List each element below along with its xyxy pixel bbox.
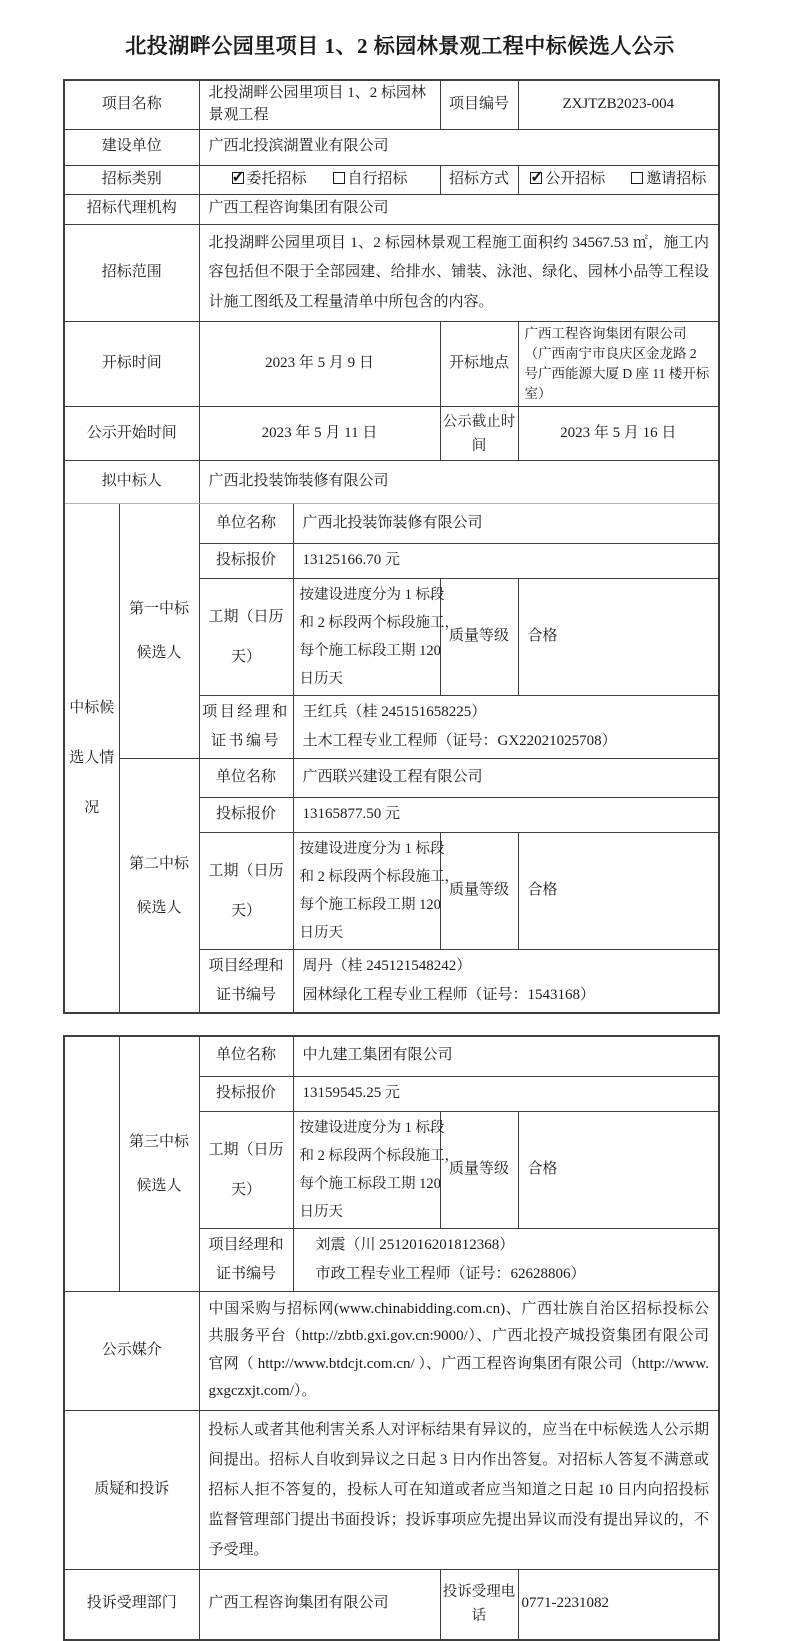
scope-value: 北投湖畔公园里项目 1、2 标园林景观工程施工面积约 34567.53 ㎡，施工内容包括但不限于全部园建、给排水、铺装、泳池、绿化、园林小品等工程设计施工图纸及工程量清单中所包含的内容。 [199, 224, 719, 322]
row-objection [64, 1410, 719, 1569]
row-bid-category [64, 165, 719, 194]
row-open-time [64, 322, 719, 407]
candidate1-duration-value: 按建设进度分为 1 标段 和 2 标段两个标段施工， 每个施工标段工期 120 日历天 [293, 579, 440, 696]
quality-label: 质量等级 [440, 579, 518, 696]
option-delegated-bidding [232, 171, 307, 187]
candidate2-price-value: 13165877.50 元 [293, 798, 719, 833]
bid-category-options [199, 165, 440, 194]
candidate2-rank-label: 第二中标 候选人 [119, 759, 199, 1014]
candidate3-manager-value: 刘震（川 2512016201812368） 市政工程专业工程师（证号：62628806） [293, 1228, 719, 1291]
row-candidate2-company [64, 759, 719, 798]
option-open-bidding [530, 171, 605, 187]
candidates-section-spacer [64, 1036, 119, 1291]
duration-label: 工期（日历 天） [199, 579, 293, 696]
row-proposed-winner [64, 461, 719, 504]
option-invited-bidding [631, 171, 706, 187]
manager-label: 项目经理和 证书编号 [199, 696, 293, 759]
duration-label: 工期（日历 天） [199, 833, 293, 950]
complaint-dept-value: 广西工程咨询集团有限公司 [199, 1569, 440, 1640]
row-project-name [64, 80, 719, 129]
option-label: 自行招标 [347, 170, 408, 187]
objection-label: 质疑和投诉 [64, 1410, 199, 1569]
announcement-table-1 [63, 79, 720, 1014]
row-candidate1-company [64, 504, 719, 544]
row-agency [64, 194, 719, 224]
option-label: 邀请招标 [646, 170, 707, 187]
option-label: 委托招标 [246, 170, 307, 187]
quality-label: 质量等级 [440, 1111, 518, 1228]
row-publicity [64, 407, 719, 461]
candidate2-company-value: 广西联兴建设工程有限公司 [293, 759, 719, 798]
manager-label: 项目经理和 证书编号 [199, 1228, 293, 1291]
company-label: 单位名称 [199, 504, 293, 544]
candidate1-manager-value: 王红兵（桂 245151658225） 土木工程专业工程师（证号：GX22021025708） [293, 696, 719, 759]
candidate2-manager-value: 周丹（桂 245121548242） 园林绿化工程专业工程师（证号：1543168） [293, 950, 719, 1014]
row-scope [64, 224, 719, 322]
publicity-start-value: 2023 年 5 月 11 日 [199, 407, 440, 461]
publicity-end-value: 2023 年 5 月 16 日 [518, 407, 719, 461]
project-name-value: 北投湖畔公园里项目 1、2 标园林景观工程 [199, 80, 440, 129]
duration-label: 工期（日历 天） [199, 1111, 293, 1228]
price-label: 投标报价 [199, 798, 293, 833]
manager-label: 项目经理和 证书编号 [199, 950, 293, 1014]
candidates-section-label: 中标候 选人情 况 [64, 504, 119, 1014]
candidate1-rank-label: 第一中标 候选人 [119, 504, 199, 759]
candidate1-price-value: 13125166.70 元 [293, 544, 719, 579]
agency-label: 招标代理机构 [64, 194, 199, 224]
complaint-phone-label: 投诉受理电 话 [440, 1569, 518, 1640]
publicity-start-label: 公示开始时间 [64, 407, 199, 461]
bid-method-label: 招标方式 [440, 165, 518, 194]
media-value: 中国采购与招标网(www.chinabidding.com.cn)、广西壮族自治区招标投标公共服务平台（http://zbtb.gxi.gov.cn:9000/）、广西北投产城投资集团有限公司官网（ http://www.btdcjt.com.cn/ ）、广西工程咨询集团有限公司（http://www.gxgczxjt.com/）。 [199, 1291, 719, 1410]
candidate2-quality-value: 合格 [518, 833, 719, 950]
checkbox-unchecked-icon [631, 172, 643, 184]
publicity-end-label: 公示截止时 间 [440, 407, 518, 461]
open-place-value: 广西工程咨询集团有限公司（广西南宁市良庆区金龙路 2 号广西能源大厦 D 座 11 楼开标室） [518, 322, 719, 407]
candidate3-company-value: 中九建工集团有限公司 [293, 1036, 719, 1076]
proposed-winner-value: 广西北投装饰装修有限公司 [199, 461, 719, 504]
candidate2-duration-value: 按建设进度分为 1 标段 和 2 标段两个标段施工， 每个施工标段工期 120 日历天 [293, 833, 440, 950]
candidate3-rank-label: 第三中标 候选人 [119, 1036, 199, 1291]
checkbox-checked-icon [530, 172, 542, 184]
row-candidate3-company [64, 1036, 719, 1076]
project-code-value: ZXJTZB2023-004 [518, 80, 719, 129]
media-label: 公示媒介 [64, 1291, 199, 1410]
candidate1-company-value: 广西北投装饰装修有限公司 [293, 504, 719, 544]
project-name-label: 项目名称 [64, 80, 199, 129]
open-time-value: 2023 年 5 月 9 日 [199, 322, 440, 407]
checkbox-unchecked-icon [333, 172, 345, 184]
candidate3-duration-value: 按建设进度分为 1 标段 和 2 标段两个标段施工， 每个施工标段工期 120 日历天 [293, 1111, 440, 1228]
open-place-label: 开标地点 [440, 322, 518, 407]
bid-category-label: 招标类别 [64, 165, 199, 194]
agency-value: 广西工程咨询集团有限公司 [199, 194, 719, 224]
company-label: 单位名称 [199, 759, 293, 798]
price-label: 投标报价 [199, 544, 293, 579]
row-complaint-dept [64, 1569, 719, 1640]
objection-value: 投标人或者其他利害关系人对评标结果有异议的，应当在中标候选人公示期间提出。招标人自收到异议之日起 3 日内作出答复。对招标人答复不满意或招标人拒不答复的，投标人可在知道或者应当知道之日起 10 日内向招投标监督管理部门提出书面投诉；投诉事项应先提出异议而没有提出异议的，不予受理。 [199, 1410, 719, 1569]
bid-method-options [518, 165, 719, 194]
open-time-label: 开标时间 [64, 322, 199, 407]
row-media [64, 1291, 719, 1410]
page-title: 北投湖畔公园里项目 1、2 标园林景观工程中标候选人公示 [125, 34, 675, 58]
scope-label: 招标范围 [64, 224, 199, 322]
candidate1-quality-value: 合格 [518, 579, 719, 696]
quality-label: 质量等级 [440, 833, 518, 950]
option-label: 公开招标 [545, 170, 606, 187]
candidate3-price-value: 13159545.25 元 [293, 1076, 719, 1111]
complaint-dept-label: 投诉受理部门 [64, 1569, 199, 1640]
proposed-winner-label: 拟中标人 [64, 461, 199, 504]
price-label: 投标报价 [199, 1076, 293, 1111]
row-owner [64, 129, 719, 165]
candidate3-quality-value: 合格 [518, 1111, 719, 1228]
complaint-phone-value: 0771-2231082 [518, 1569, 719, 1640]
announcement-table-2 [63, 1035, 720, 1641]
project-code-label: 项目编号 [440, 80, 518, 129]
company-label: 单位名称 [199, 1036, 293, 1076]
checkbox-checked-icon [232, 172, 244, 184]
owner-value: 广西北投滨湖置业有限公司 [199, 129, 719, 165]
owner-label: 建设单位 [64, 129, 199, 165]
option-self-bidding [333, 171, 408, 187]
